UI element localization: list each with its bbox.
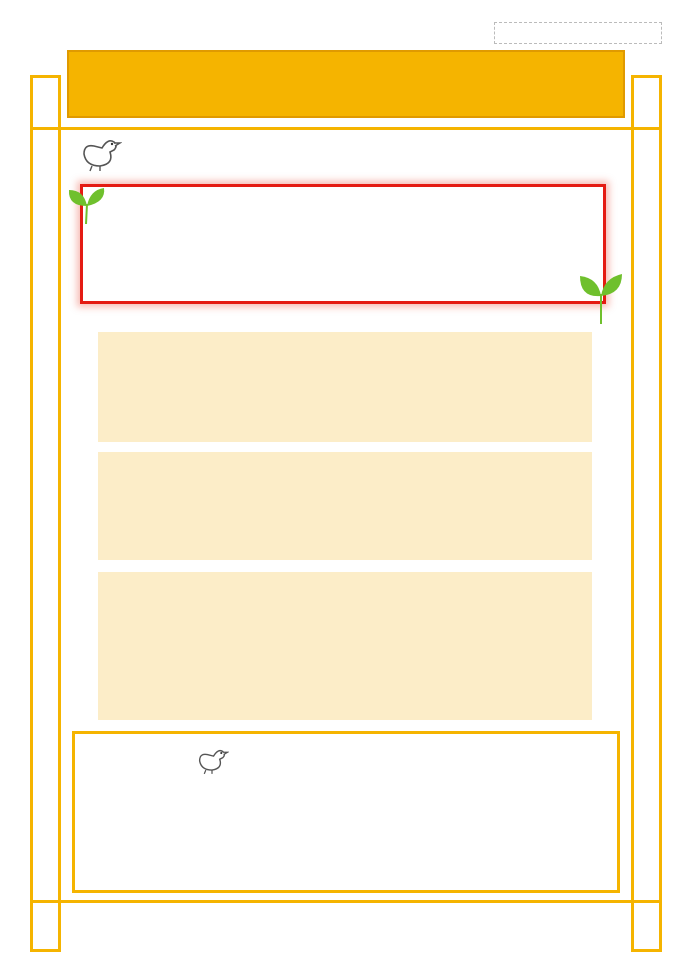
application-heading [110, 580, 580, 604]
frame-right-rail-outer [659, 78, 662, 952]
duck-icon [195, 744, 229, 776]
frame-left-rail-inner [58, 78, 61, 952]
series-tag [494, 22, 662, 44]
eligibility-section [98, 332, 592, 442]
intro-box [80, 184, 606, 304]
bird-decoration-row [78, 132, 618, 172]
frame-corner-tl [30, 75, 61, 130]
frame-left-rail-outer [30, 78, 33, 952]
application-section [98, 572, 592, 720]
frame-corner-br [631, 900, 662, 952]
eligibility-heading [110, 340, 580, 364]
bird-decoration-row [195, 740, 595, 776]
frame-corner-bl [30, 900, 61, 952]
frame-top-bar [58, 127, 634, 130]
study-method-section [98, 452, 592, 560]
duck-icon [78, 134, 122, 172]
page-header [67, 50, 625, 118]
leaf-icon [66, 184, 108, 228]
leaf-icon [578, 270, 624, 326]
frame-right-rail-inner [631, 78, 634, 952]
study-method-heading [110, 460, 580, 484]
frame-bottom-bar [58, 900, 634, 903]
contact-box [72, 731, 620, 893]
frame-corner-tr [631, 75, 662, 130]
